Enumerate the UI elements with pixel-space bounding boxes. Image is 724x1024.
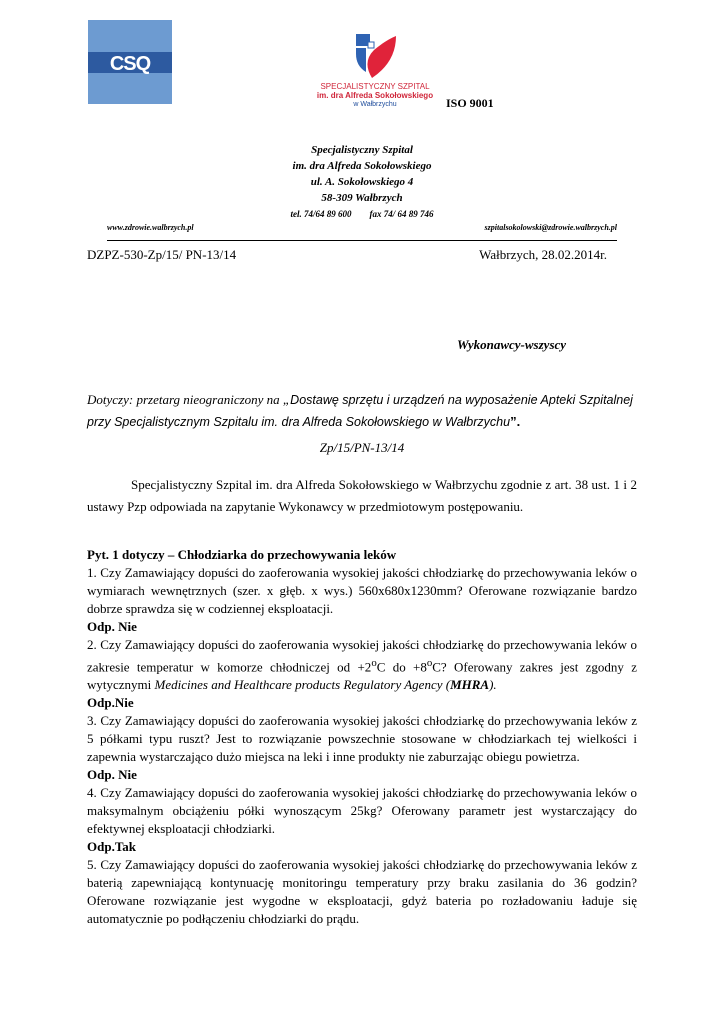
answer-4: Odp.Tak <box>87 839 137 855</box>
hospital-logo-icon <box>352 32 398 82</box>
question-2-agency: Medicines and Healthcare products Regulatory Agency ( <box>154 677 451 693</box>
reference-number: DZPZ-530-Zp/15/ PN-13/14 <box>87 247 237 262</box>
answer-2: Odp.Nie <box>87 695 134 711</box>
subject-label: Dotyczy: przetarg nieograniczony na „ <box>87 392 291 407</box>
questions-section <box>87 546 637 928</box>
question-2-close: ). <box>489 677 497 693</box>
subject-title: Dostawę sprzętu i urządzeń na wyposażenie Apteki Szpitalnej przy Specjalistycznym Szpitalu im. dra Alfreda Sokołowskiego w Wałbrzychu <box>87 393 633 429</box>
recipient: Wykonawcy-wszyscy <box>457 337 567 352</box>
questions-heading: Pyt. 1 dotyczy – Chłodziarka do przechowywania leków <box>87 547 397 562</box>
address-street: ul. A. Sokołowskiego 4 <box>310 176 414 188</box>
hospital-logo-line2: im. dra Alfreda Sokołowskiego <box>316 91 434 100</box>
subject-end: ”. <box>510 414 521 429</box>
question-2-mhra: MHRA <box>450 677 490 693</box>
iso-label: ISO 9001 <box>446 96 494 110</box>
question-3: 3. Czy Zamawiający dopuści do zaoferowania wysokiej jakości chłodziarkę do przechowywania leków z 5 półkami typu ruszt? Jest to rozwiązanie powszechnie stosowane w chłodziarkach tej wielkości i zapewnia wystarczająco dużo miejsca na leki i inne produkty nie zaburzając obiegu powietrza. <box>87 713 637 765</box>
answer-3: Odp. Nie <box>87 767 137 783</box>
address-patron: im. dra Alfreda Sokołowskiego <box>292 160 432 172</box>
question-4: 4. Czy Zamawiający dopuści do zaoferowania wysokiej jakości chłodziarkę do przechowywania leków o maksymalnym obciążeniu półki wynoszącym 25kg? Oferowany parametr jest wystarczający do efektywnej eksploatacji chłodziarki. <box>87 785 637 837</box>
subject <box>87 389 637 433</box>
question-2-part2: C do +8 <box>376 659 427 675</box>
csq-logo <box>88 20 172 104</box>
phone-fax: tel. 74/64 89 600 fax 74/ 64 89 746 <box>290 209 434 219</box>
hospital-logo-name <box>300 82 450 109</box>
hospital-logo-line1: SPECJALISTYCZNY SZPITAL <box>320 82 430 91</box>
email-link[interactable]: szpitalsokolowski@zdrowie.walbrzych.pl <box>484 223 617 232</box>
question-2-part3: C? Oferowany zakres jest zgodny z wytycznymi <box>87 659 637 693</box>
website-link[interactable]: www.zdrowie.walbrzych.pl <box>107 223 194 232</box>
address-name: Specjalistyczny Szpital <box>311 144 413 156</box>
csq-logo-text: CSQ <box>109 53 151 75</box>
question-1: 1. Czy Zamawiający dopuści do zaoferowania wysokiej jakości chłodziarkę do przechowywania leków o wymiarach wewnętrznych (szer. x głęb. x wys.) 560x680x1230mm? Oferowane rozwiązanie bardzo dobrze sprawdza się w codziennej eksploatacji. <box>87 565 637 616</box>
header-divider <box>107 240 617 241</box>
question-2 <box>87 636 637 694</box>
question-2-part1: 2. Czy Zamawiający dopuści do zaoferowania wysokiej jakości chłodziarkę do przechowywania leków o zakresie temperatur w komorze chłodniczej od +2 <box>87 637 637 675</box>
degree-mark-2: o <box>426 657 433 669</box>
intro-paragraph: Specjalistyczny Szpital im. dra Alfreda Sokołowskiego w Wałbrzychu zgodnie z art. 38 ust. 1 i 2 ustawy Pzp odpowiada na zapytanie Wykonawcy w przedmiotowym postępowaniu. <box>87 477 637 514</box>
letter-date: Wałbrzych, 28.02.2014r. <box>479 247 607 262</box>
answer-1: Odp. Nie <box>87 619 137 634</box>
hospital-logo-line3: w Wałbrzychu <box>353 101 397 108</box>
question-5: 5. Czy Zamawiający dopuści do zaoferowania wysokiej jakości chłodziarkę do przechowywania leków z baterią zapewniającą kontynuację monitoringu temperatury przy braku zasilania do 36 godzin? Oferowane rozwiązanie jest wygodne w eksploatacji, gdyż bateria po rozładowaniu ładuje się automatycznie po podłączeniu chłodziarki do prądu. <box>87 857 637 927</box>
case-number: Zp/15/PN-13/14 <box>319 440 405 455</box>
address-block <box>200 142 524 206</box>
degree-mark-1: o <box>371 657 377 669</box>
address-city: 58-309 Wałbrzych <box>321 192 403 204</box>
